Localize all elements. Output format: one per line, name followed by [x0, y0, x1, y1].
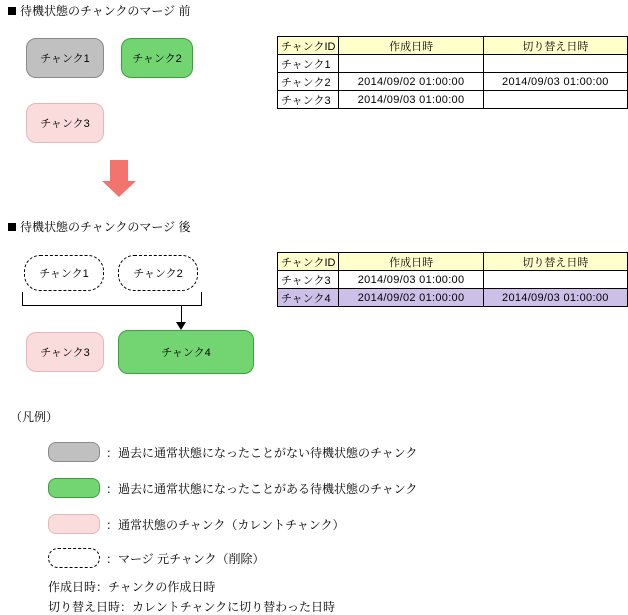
after-chunk-4-label: チャンク4 — [161, 347, 211, 359]
before-table — [277, 36, 628, 109]
before-table-header-created: 作成日時 — [339, 37, 483, 55]
before-row-2-created: 2014/09/03 01:00:00 — [339, 91, 483, 109]
after-merge-source-1 — [24, 255, 104, 291]
before-chunk-3-label: チャンク3 — [40, 118, 90, 130]
legend-swatch-pink-icon — [48, 514, 100, 534]
legend-swatch-dashed-icon — [48, 548, 100, 568]
before-row-1-id: チャンク2 — [278, 73, 339, 91]
table-row — [278, 289, 628, 307]
merge-bracket — [22, 292, 202, 306]
legend-item-2-text: ：通常状態のチャンク（カレントチャンク） — [106, 517, 345, 532]
legend-item-1-text: ：過去に通常状態になったことがある待機状態のチャンク — [106, 481, 418, 496]
legend-swatch-gray-icon — [48, 442, 100, 462]
before-section-heading — [8, 4, 191, 18]
after-table-wrapper — [277, 252, 628, 307]
merge-arrow-head-icon — [176, 322, 186, 330]
after-row-1-id: チャンク4 — [278, 289, 339, 307]
before-table-header-switched: 切り替え日時 — [483, 37, 627, 55]
before-table-wrapper — [277, 36, 628, 109]
legend-item-merge-source — [48, 548, 265, 568]
legend-note-created: 作成日時：チャンクの作成日時 — [48, 580, 216, 594]
before-chunk-2 — [121, 38, 193, 78]
before-row-0-created — [339, 55, 483, 73]
before-heading-text: 待機状態のチャンクのマージ 前 — [20, 4, 191, 18]
square-bullet-icon — [8, 223, 16, 231]
after-table-header-switched: 切り替え日時 — [483, 253, 627, 271]
table-row — [278, 91, 628, 109]
legend-title: （凡例） — [10, 410, 59, 424]
before-row-0-id: チャンク1 — [278, 55, 339, 73]
after-chunk-3-label: チャンク3 — [40, 347, 90, 359]
after-row-1-created: 2014/09/02 01:00:00 — [339, 289, 483, 307]
after-section-heading — [8, 220, 191, 234]
before-chunk-2-label: チャンク2 — [132, 53, 182, 65]
after-row-0-created: 2014/09/03 01:00:00 — [339, 271, 483, 289]
after-merge-source-2-label: チャンク2 — [133, 268, 183, 280]
table-row — [278, 271, 628, 289]
before-table-header-row — [278, 37, 628, 55]
legend-item-standby-never-normal — [48, 442, 417, 462]
before-chunk-1-label: チャンク1 — [40, 53, 90, 65]
after-heading-text: 待機状態のチャンクのマージ 後 — [20, 220, 191, 234]
after-row-0-switched — [483, 271, 627, 289]
merge-down-arrow-icon — [100, 160, 140, 200]
square-bullet-icon — [8, 7, 16, 15]
before-row-2-switched — [483, 91, 627, 109]
before-row-1-switched: 2014/09/03 01:00:00 — [483, 73, 627, 91]
before-chunk-3 — [26, 103, 104, 143]
after-merge-source-1-label: チャンク1 — [39, 268, 89, 280]
legend-swatch-green-icon — [48, 478, 100, 498]
table-row — [278, 73, 628, 91]
before-row-0-switched — [483, 55, 627, 73]
legend-item-standby-was-normal — [48, 478, 417, 498]
before-row-2-id: チャンク3 — [278, 91, 339, 109]
after-merge-source-2 — [118, 255, 198, 291]
table-row — [278, 55, 628, 73]
legend-item-current-chunk — [48, 514, 345, 534]
legend-item-3-text: ：マージ 元チャンク（削除） — [106, 551, 265, 566]
after-chunk-3 — [26, 332, 104, 372]
before-row-1-created: 2014/09/02 01:00:00 — [339, 73, 483, 91]
after-table — [277, 252, 628, 307]
after-row-1-switched: 2014/09/03 01:00:00 — [483, 289, 627, 307]
after-row-0-id: チャンク3 — [278, 271, 339, 289]
legend-note-switched: 切り替え日時：カレントチャンクに切り替わった日時 — [48, 600, 335, 614]
after-table-header-row — [278, 253, 628, 271]
before-table-header-id: チャンクID — [278, 37, 339, 55]
after-table-header-id: チャンクID — [278, 253, 339, 271]
after-table-header-created: 作成日時 — [339, 253, 483, 271]
before-chunk-1 — [26, 38, 104, 78]
legend-item-0-text: ：過去に通常状態になったことがない待機状態のチャンク — [106, 445, 418, 460]
after-chunk-4 — [118, 330, 254, 374]
